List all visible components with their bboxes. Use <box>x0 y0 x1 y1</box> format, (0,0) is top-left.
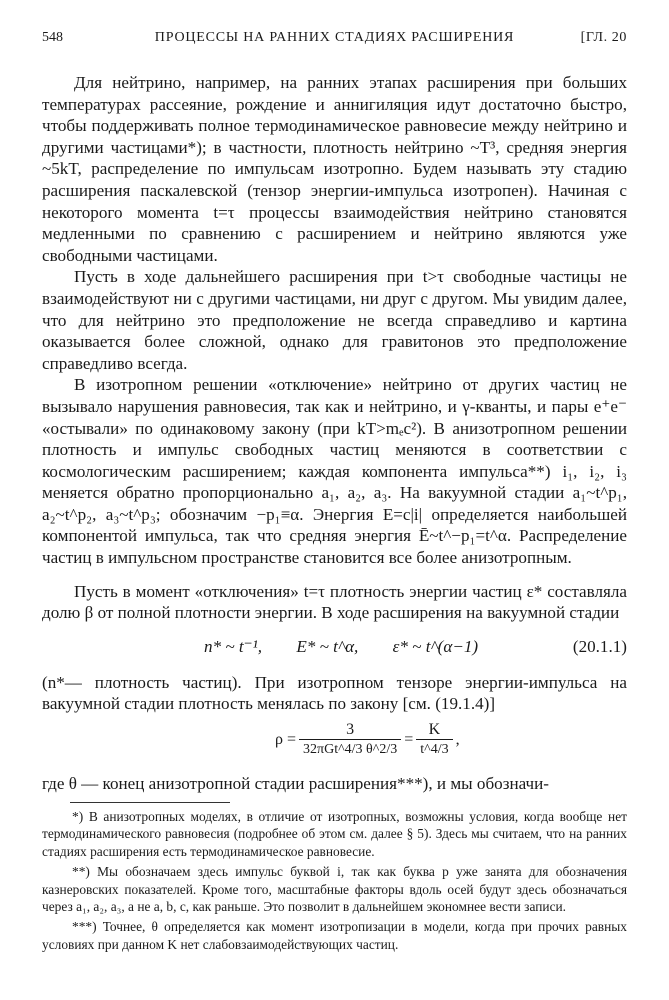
footnote-rule <box>70 802 230 803</box>
eq2-fraction-1 <box>299 721 401 759</box>
eq-term-energy: E* ~ t^α, <box>296 636 359 656</box>
equation-20-1-1 <box>42 636 627 662</box>
eq2-fraction-2 <box>416 721 452 759</box>
equation-number: (20.1.1) <box>572 636 627 656</box>
equation-density <box>42 721 627 767</box>
eq-term-energy-density: ε* ~ t^(α−1) <box>392 636 479 656</box>
eq2-lhs: ρ = <box>275 731 297 749</box>
eq2-frac1-denominator: 32πGt^4/3 θ^2/3 <box>299 739 401 759</box>
paragraph-5: (n*— плотность частиц). При изотропном тензоре энергии-импульса на вакуумной стадии плотность менялась по закону [см. (19.1.4)] <box>42 672 627 714</box>
footnotes <box>42 808 627 953</box>
footnote-2: **) Мы обозначаем здесь импульс буквой i, так как буква p уже занята для обозначения казнеровских показателей. Кроме того, масштабные факторы вдоль осей будут здесь обозначаться через a₁, a₂, a₃, а не a, b, c, как раньше. Это позволит в дальнейшем экономнее вести записи. <box>42 864 627 915</box>
chapter-label: [ГЛ. 20 <box>580 30 627 45</box>
eq2-frac2-numerator: K <box>428 721 441 739</box>
paragraph-3: В изотропном решении «отключение» нейтрино от других частиц не вызывало нарушения равновесия, так как и нейтрино, и γ-кванты, и пары e⁺e⁻ «остывали» по одинаковому закону (при kT>mₑc²). В анизотропном решении плотность и импульс свободных частиц меняются в соответствии с космологическим расширением; каждая компонента импульса**) i₁, i₂, i₃ меняется обратно пропорционально a₁, a₂, a₃. На вакуумной стадии a₁~t^p₁, a₂~t^p₂, a₃~t^p₃; обозначим −p₁≡α. Энергия E=c|i| определяется наибольшей компонентой импульса, так что средняя энергия Ē~t^−p₁=t^α. Распределение частиц в импульсном пространстве становится все более анизотропным. <box>42 375 627 568</box>
main-text <box>42 72 627 795</box>
running-title: ПРОЦЕССЫ НА РАННИХ СТАДИЯХ РАСШИРЕНИЯ <box>154 30 515 45</box>
footnote-1: *) В анизотропных моделях, в отличие от изотропных, возможны условия, когда вообще нет термодинамического равновесия (подробнее об этом см. далее § 5). Здесь мы считаем, что на ранних стадиях расширения есть термодинамическое равновесие. <box>42 809 627 859</box>
equation-expression <box>204 636 478 658</box>
eq2-frac2-denominator: t^4/3 <box>416 739 452 759</box>
paragraph-2: Пусть в ходе дальнейшего расширения при t>τ свободные частицы не взаимодействуют ни с другими частицами, ни друг с другом. Мы увидим далее, что для нейтрино это предположение не всегда справедливо и картина оказывается более сложной, однако для гравитонов это предположение справедливо всегда. <box>42 267 627 373</box>
eq-term-density: n* ~ t⁻¹, <box>204 636 263 656</box>
paragraph-4: Пусть в момент «отключения» t=τ плотность энергии частиц ε* составляла долю β от полной плотности энергии. В ходе расширения на вакуумной стадии <box>42 581 627 623</box>
eq2-equals: = <box>404 731 414 749</box>
page-header <box>42 30 627 52</box>
paragraph-1: Для нейтрино, например, на ранних этапах расширения при больших температурах рассеяние, рождение и аннигиляция идут достаточно быстро, чтобы поддерживать полное термодинамическое равновесие между нейтрино и другими частицами*); в частности, плотность нейтрино ~T³, средняя энергия ~5kT, распределение по импульсам изотропно. Будем называть эту стадию расширения паскалевской (тензор энергии-импульса изотропен). Начиная с некоторого момента t=τ процессы взаимодействия нейтрино становятся медленными по сравнению с расширением и нейтрино являются уже свободными частицами. <box>42 73 627 265</box>
footnote-3: ***) Точнее, θ определяется как момент изотропизации в модели, когда при прочих равных условиях при данном K нет слабовзаимодействующих частиц. <box>42 919 627 952</box>
eq2-comma: , <box>455 731 460 749</box>
page-number: 548 <box>42 30 63 45</box>
paragraph-6: где θ — конец анизотропной стадии расширения***), и мы обозначи- <box>42 774 549 794</box>
eq2-frac1-numerator: 3 <box>346 721 355 739</box>
